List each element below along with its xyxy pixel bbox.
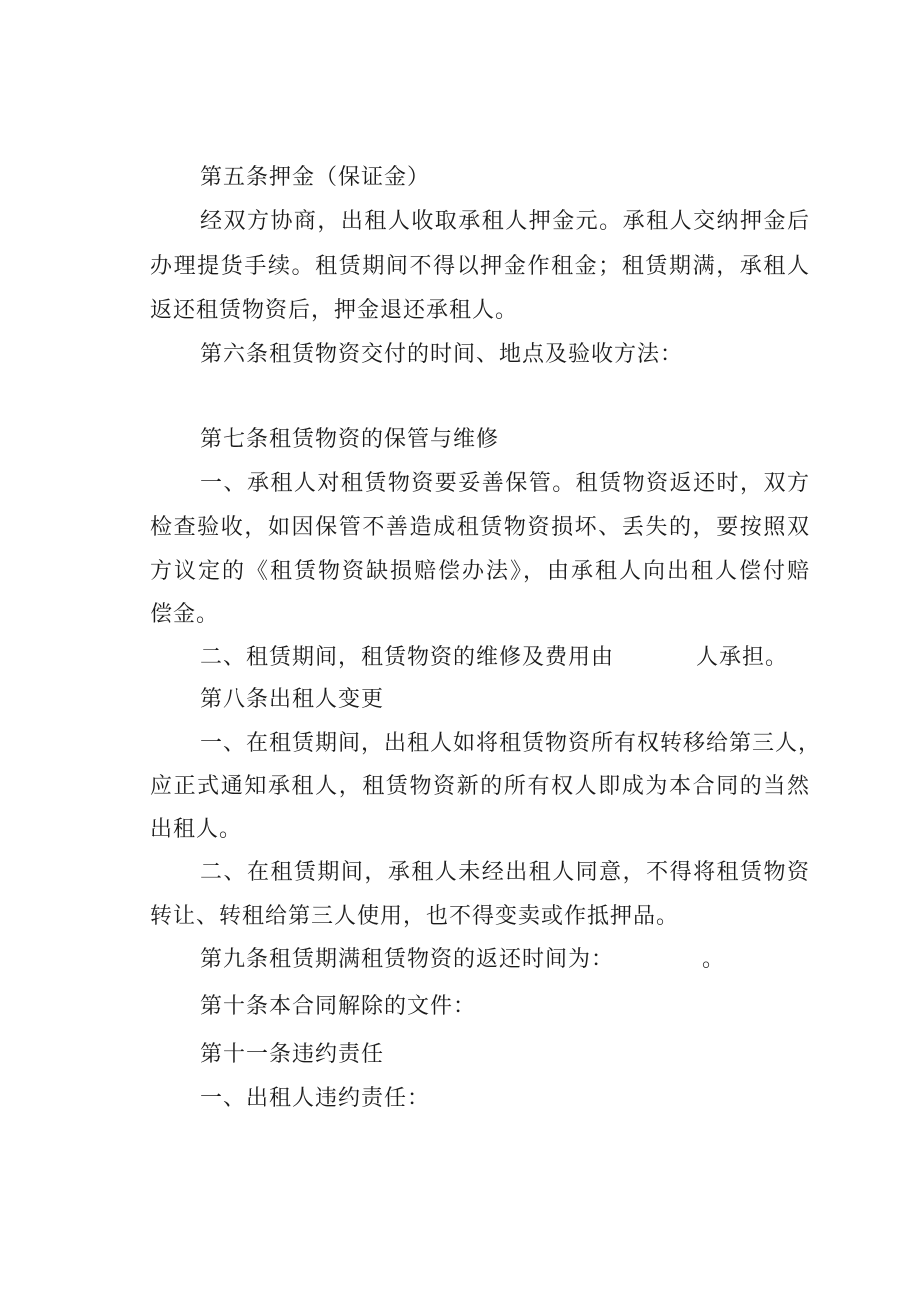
article-11-item-1: 一、出租人违约责任： — [200, 1086, 431, 1111]
article-7-item-1-line-2: 检查验收，如因保管不善造成租赁物资损坏、丢失的，要按照双 — [150, 515, 810, 540]
article-5-para-line-3: 返还租赁物资后，押金退还承租人。 — [150, 298, 519, 323]
article-7-item-1-line-1: 一、承租人对租赁物资要妥善保管。租赁物资返还时，双方 — [200, 471, 810, 496]
article-6-heading: 第六条租赁物资交付的时间、地点及验收方法： — [200, 342, 684, 367]
article-5-para-line-1: 经双方协商，出租人收取承租人押金元。承租人交纳押金后 — [200, 209, 810, 234]
article-10-heading: 第十条本合同解除的文件： — [200, 994, 477, 1019]
article-5-para-line-2: 办理提货手续。租赁期间不得以押金作租金；租赁期满，承租人 — [150, 254, 810, 279]
article-8-item-2-line-2: 转让、转租给第三人使用，也不得变卖或作抵押品。 — [150, 904, 680, 929]
article-7-item-1-line-4: 偿金。 — [150, 602, 220, 627]
article-7-item-2-end: 人承担。 — [696, 645, 789, 670]
article-8-item-1-line-1: 一、在租赁期间，出租人如将租赁物资所有权转移给第三人， — [200, 731, 822, 756]
article-8-item-2-line-1: 二、在租赁期间，承租人未经出租人同意，不得将租赁物资 — [200, 860, 810, 885]
article-9-text: 第九条租赁期满租赁物资的返还时间为： — [200, 947, 615, 972]
article-9-end: 。 — [702, 947, 726, 972]
article-5-heading: 第五条押金（保证金） — [200, 165, 431, 190]
article-7-item-1-line-3: 方议定的《租赁物资缺损赔偿办法》，由承租人向出租人偿付赔 — [150, 559, 810, 584]
article-9-line — [200, 945, 810, 975]
article-7-item-2-text: 二、租赁期间，租赁物资的维修及费用由 — [200, 645, 615, 670]
article-7-heading: 第七条租赁物资的保管与维修 — [200, 427, 500, 452]
article-8-item-1-line-3: 出租人。 — [150, 817, 243, 842]
article-8-heading: 第八条出租人变更 — [200, 687, 385, 712]
article-8-item-1-line-2: 应正式通知承租人，租赁物资新的所有权人即成为本合同的当然 — [150, 774, 810, 799]
article-11-heading: 第十一条违约责任 — [200, 1042, 385, 1067]
article-7-item-2 — [200, 643, 810, 673]
